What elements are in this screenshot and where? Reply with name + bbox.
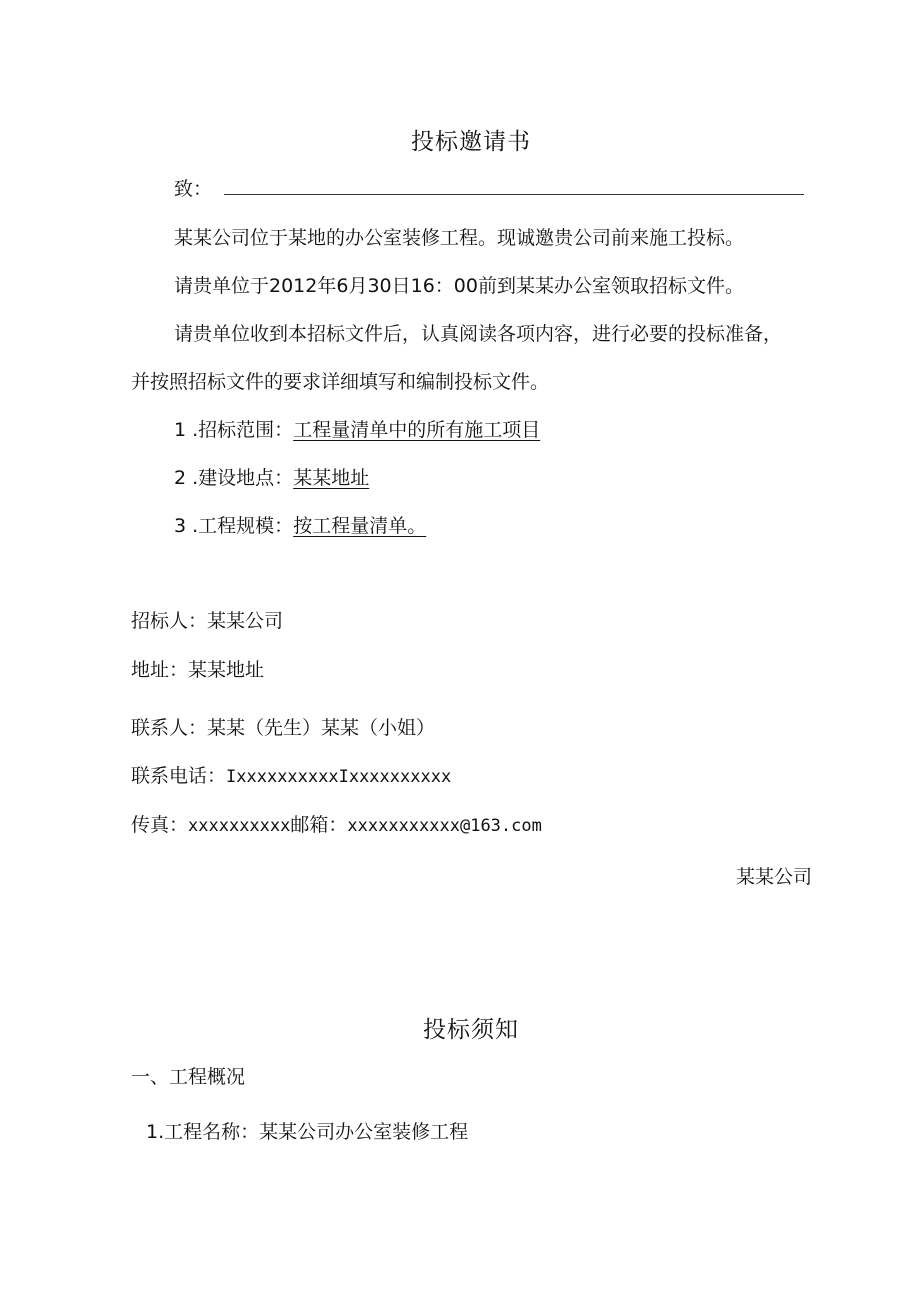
recipient-blank [224,180,804,195]
paragraph-deadline: 请贵单位于2012年6月30日16：00前到某某办公室领取招标文件。 [174,275,744,297]
notice-title: 投标须知 [423,1017,519,1043]
paragraph-instructions-line2: 并按照招标文件的要求详细填写和编制投标文件。 [131,371,550,393]
fax-email-line [131,813,542,838]
email-value: xxxxxxxxxxx@163.com [347,816,542,836]
item-number: 2 [174,467,187,489]
tenderer: 招标人：某某公司 [131,610,284,632]
list-item-scale [174,514,426,538]
item-value: 工程量清单中的所有施工项目 [293,419,541,441]
fax-value: xxxxxxxxxx [188,816,291,836]
item-number: 1 [174,419,187,441]
phone-label: 联系电话： [131,765,227,787]
project-name-item: 1.工程名称：某某公司办公室装修工程 [146,1121,469,1143]
to-line [174,177,804,201]
to-label: 致： [174,178,213,200]
list-item-location [174,466,369,490]
item-value: 按工程量清单。 [293,515,427,537]
item-value: 某某地址 [293,467,370,489]
signature-company: 某某公司 [735,866,812,888]
email-label: 邮箱： [290,814,348,836]
invitation-title: 投标邀请书 [411,129,531,155]
fax-label: 传真： [131,814,189,836]
contact-person: 联系人：某某（先生）某某（小姐） [131,717,436,739]
phone-value: IxxxxxxxxxxIxxxxxxxxxx [226,767,452,787]
section-heading: 一、工程概况 [131,1066,246,1088]
item-number: 3 [174,515,187,537]
paragraph-instructions-line1: 请贵单位收到本招标文件后，认真阅读各项内容，进行必要的投标准备， [174,323,783,345]
item-label: .建设地点： [192,467,294,489]
item-label: .招标范围： [192,419,294,441]
list-item-scope [174,418,540,442]
paragraph-intro: 某某公司位于某地的办公室装修工程。现诚邀贵公司前来施工投标。 [174,227,745,249]
phone-line [131,764,451,789]
item-label: .工程规模： [192,515,294,537]
address: 地址：某某地址 [131,659,265,681]
